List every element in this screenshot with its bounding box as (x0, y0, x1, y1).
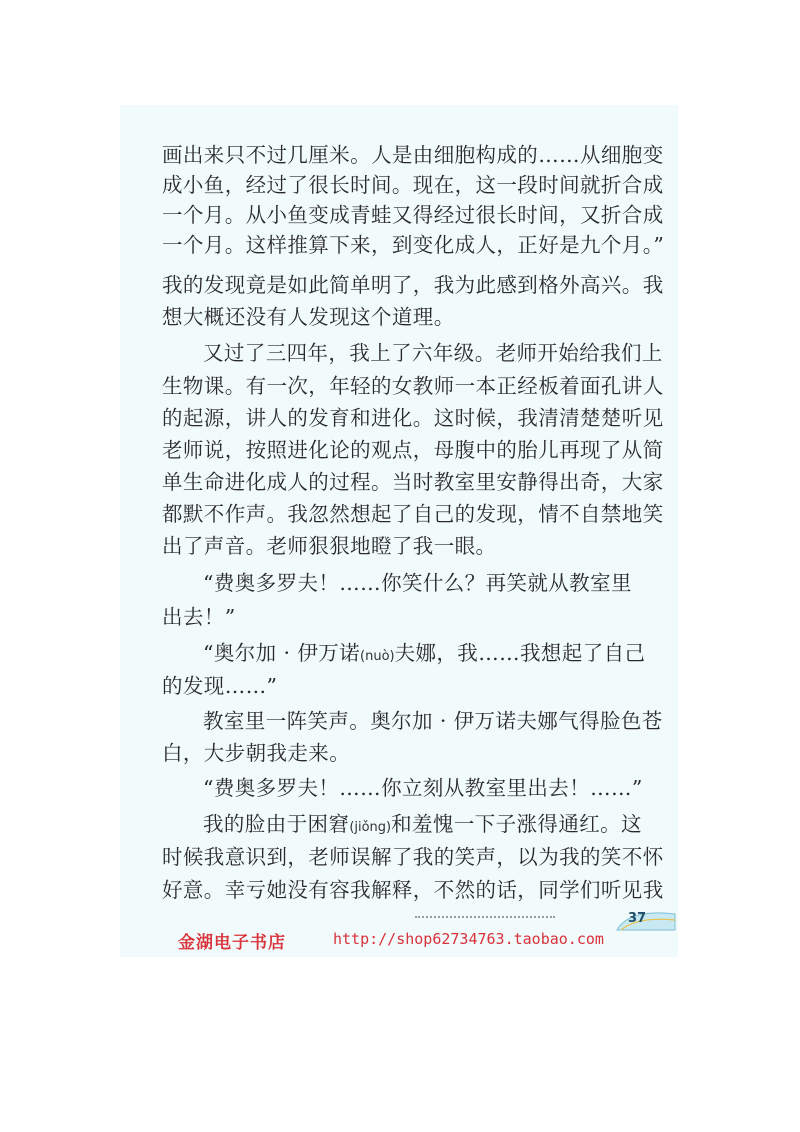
text-line: 时候我意识到，老师误解了我的笑声，以为我的笑不怀 (162, 845, 664, 869)
text-line: 白，大步朝我走来。 (162, 741, 351, 765)
text-line: 好意。幸亏她没有容我解释，不然的话，同学们听见我 (162, 878, 664, 902)
text-line: 生物课。有一次，年轻的女教师一本正经板着面孔讲人 (162, 374, 664, 398)
page-number: 37 (628, 911, 647, 926)
pinyin-annotation: (jiǒng) (349, 820, 392, 835)
watermark-shop-name: 金湖电子书店 (178, 933, 286, 953)
dialogue-line: “费奥多罗夫！……你立刻从教室里出去！……” (203, 776, 643, 800)
text-segment: 和羞愧一下子涨得通红。这 (391, 812, 642, 836)
paragraph-start-line: 教室里一阵笑声。奥尔加 · 伊万诺夫娜气得脸色苍 (203, 709, 663, 733)
text-segment: “奥尔加 · 伊万诺 (203, 641, 361, 665)
text-line: 单生命进化成人的过程。当时教室里安静得出奇，大家 (162, 470, 664, 494)
text-line: 出去！” (162, 605, 236, 629)
dialogue-line (203, 638, 645, 668)
text-line: 出了声音。老师狠狠地瞪了我一眼。 (162, 534, 497, 558)
text-line: 想大概还没有人发现这个道理。 (162, 305, 455, 329)
text-line: 老师说，按照进化论的观点，母腹中的胎儿再现了从简 (162, 438, 664, 462)
text-line: 一个月。从小鱼变成青蛙又得经过很长时间，又折合成 (162, 203, 664, 227)
watermark-shop-url: http://shop62734763.taobao.com (333, 930, 604, 948)
text-line: 成小鱼，经过了很长时间。现在，这一段时间就折合成 (162, 173, 664, 197)
footer-divider (415, 916, 555, 921)
text-line: 我的发现竟是如此简单明了，我为此感到格外高兴。我 (162, 273, 664, 297)
paragraph-start-line: 又过了三四年，我上了六年级。老师开始给我们上 (203, 341, 663, 365)
text-segment: 夫娜，我……我想起了自己 (394, 641, 646, 665)
paragraph-start-line (203, 809, 642, 839)
dialogue-line: “费奥多罗夫！……你笑什么？再笑就从教室里 (203, 571, 632, 595)
text-line: 画出来只不过几厘米。人是由细胞构成的……从细胞变 (162, 143, 664, 167)
text-line: 都默不作声。我忽然想起了自己的发现，情不自禁地笑 (162, 502, 664, 526)
text-line: 的发现……” (162, 674, 278, 698)
text-line: 一个月。这样推算下来，到变化成人，正好是九个月。” (162, 233, 665, 257)
pinyin-annotation: (nuò) (360, 649, 395, 664)
text-line: 的起源，讲人的发育和进化。这时候，我清清楚楚听见 (162, 406, 664, 430)
text-segment: 我的脸由于困窘 (203, 812, 350, 836)
